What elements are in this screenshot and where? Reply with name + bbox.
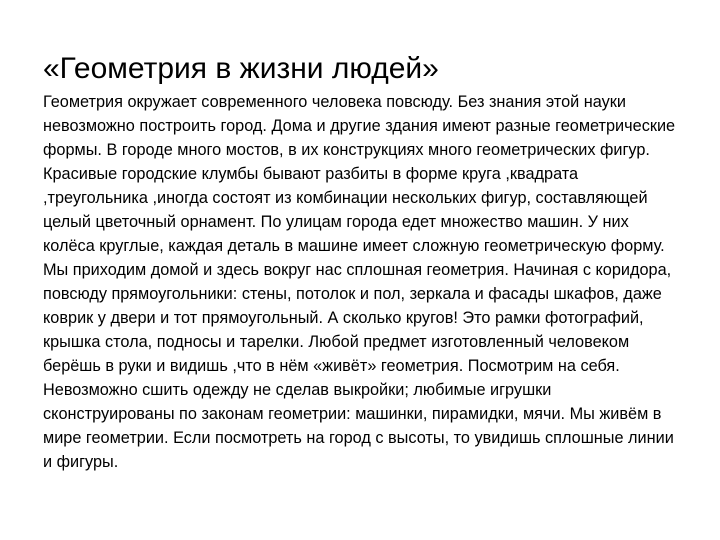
slide-title: «Геометрия в жизни людей»	[43, 52, 439, 85]
slide-content	[43, 50, 683, 474]
slide-body-text: Геометрия окружает современного человека повсюду. Без знания этой науки невозможно построить город. Дома и другие здания имеют разные геометрические формы. В городе много мостов, в их конструкциях много геометрических фигур. Красивые городские клумбы бывают разбиты в форме круга ,квадрата ,треугольника ,иногда состоят из комбинации нескольких фигур, составляющей целый цветочный орнамент. По улицам города едет множество машин. У них колёса круглые, каждая деталь в машине имеет сложную геометрическую форму. Мы приходим домой и здесь вокруг нас сплошная геометрия. Начиная с коридора, повсюду прямоугольники: стены, потолок и пол, зеркала и фасады шкафов, даже коврик у двери и тот прямоугольный. А сколько кругов! Это рамки фотографий, крышка стола, подносы и тарелки. Любой предмет изготовленный человеком берёшь в руки и видишь ,что в нём «живёт» геометрия. Посмотрим на себя. Невозможно сшить одежду не сделав выкройки; любимые игрушки сконструированы по законам геометрии: машинки, пирамидки, мячи. Мы живём в мире геометрии. Если посмотреть на город с высоты, то увидишь сплошные линии и фигуры.	[43, 93, 676, 471]
